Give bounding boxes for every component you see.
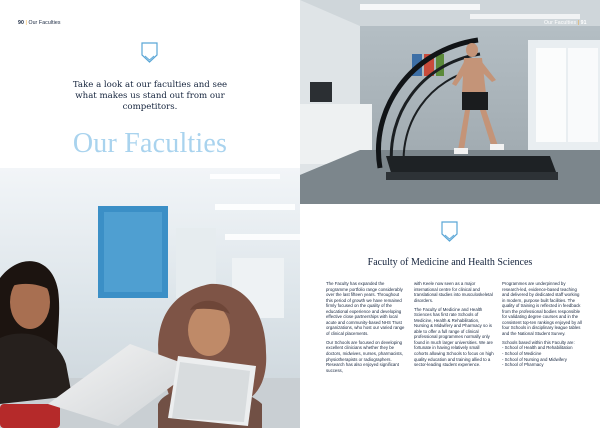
section-title: Faculty of Medicine and Health Sciences xyxy=(367,257,533,268)
schools-heading: Schools based within this Faculty are: xyxy=(502,339,575,345)
school-list-item: - School of Pharmacy xyxy=(502,362,544,368)
school-list-item: - School of Nursing and Midwifery xyxy=(502,356,567,362)
paragraph: The Faculty of Medicine and Health Sciences has first rate Schools of Medicine, Health & Rehabilitation, Nursing & Midwifery and Pharmacy so is able to offer a full range of clinical professional programmes normally only found in much larger universities. We are fortunate in having relatively small cohorts allowing Schools to focus on high quality education and training allied to a sector-leading student experience. xyxy=(414,306,494,368)
paragraph: with Keele now seen as a major international centre for clinical and translational studies into musculoskeletal disorders. xyxy=(414,281,493,303)
paragraph: The Faculty has expanded the programme portfolio range considerably over the last fifteen years. Throughout this period of growth we have remained firmly focused on the quality of the educational experience and developing effective close partnerships with local acute and community-based NHS Trust organizations, who host our varied range of clinical placements. xyxy=(326,281,405,336)
shield-icon xyxy=(441,221,458,242)
right-page xyxy=(300,0,600,428)
left-page-num: 90 xyxy=(18,20,24,26)
treadmill-lab-photo xyxy=(300,0,600,204)
page-title: Our Faculties xyxy=(72,128,228,159)
paragraph: Programmes are underpinned by research-led, evidence-based teaching and delivered by dedicated staff working in modern, purpose built facilities. The quality of training is reflected in feedback from the professional bodies responsible for validating degree courses and in the consistent top-ten rankings enjoyed by all four Schools in disciplinary league tables and the National Student Survey. xyxy=(502,281,582,336)
right-page-number: Our Faculties | 91 xyxy=(544,20,587,26)
right-page-num: 91 xyxy=(580,20,587,26)
text-column-3 xyxy=(502,281,582,368)
left-running-head: Our Faculties xyxy=(28,20,61,26)
school-list-item: - School of Medicine xyxy=(502,350,542,356)
text-column-1 xyxy=(326,281,406,377)
left-page-number: 90 | Our Faculties xyxy=(18,20,61,26)
school-list-item: - School of Health and Rehabilitation xyxy=(502,345,573,351)
text-column-2 xyxy=(414,281,494,371)
paragraph: Our Schools are focused on developing excellent clinicians whether they be doctors, midwives, nurses, pharmacists, physiotherapists or radiographers. Research has also enjoyed significant success, xyxy=(326,339,404,373)
intro-text: Take a look at our faculties and see what makes us stand out from our competitors. xyxy=(72,80,228,113)
right-running-head: Our Faculties xyxy=(544,20,577,26)
students-photo xyxy=(0,168,300,428)
shield-icon xyxy=(141,42,158,63)
